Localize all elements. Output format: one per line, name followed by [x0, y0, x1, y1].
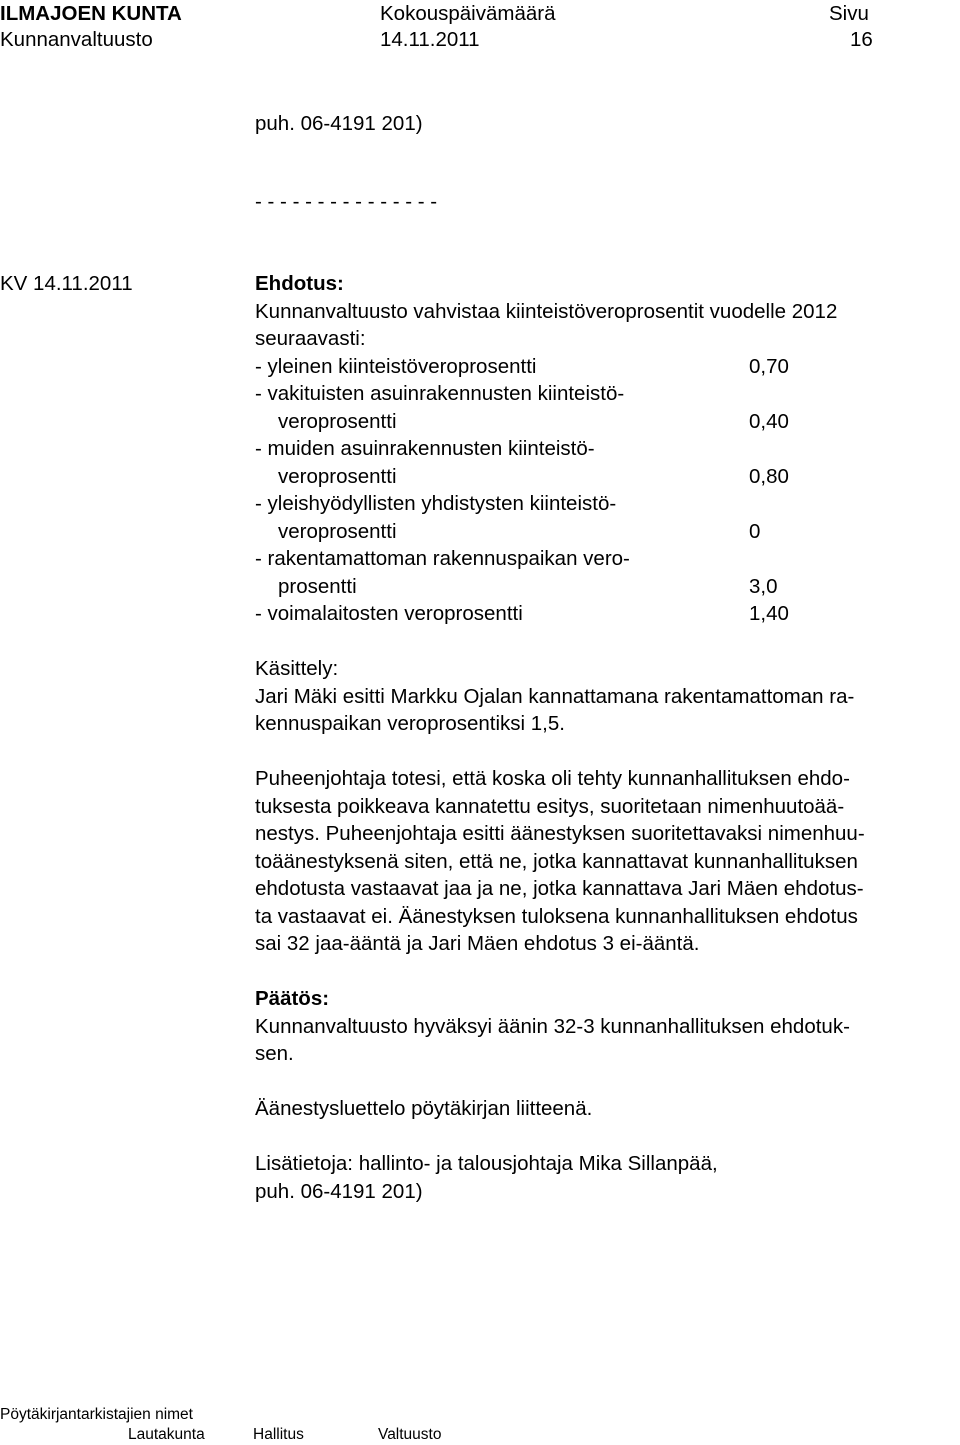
section-reference: KV 14.11.2011	[0, 272, 133, 295]
chair-text: toäänestyksenä siten, että ne, jotka kannattavat kunnanhallituksen	[255, 849, 858, 873]
tax-rate-value: 3,0	[749, 574, 778, 598]
tax-rate-row	[255, 545, 935, 573]
tax-rate-label: - yleinen kiinteistöveroprosentti	[255, 354, 537, 378]
tax-rate-label: veroprosentti	[278, 519, 397, 543]
contact-info: puh. 06-4191 201)	[255, 1179, 423, 1203]
tax-rate-row	[255, 353, 935, 381]
chair-text: ehdotusta vastaavat jaa ja ne, jotka kannattava Jari Mäen ehdotus-	[255, 877, 864, 900]
tax-rate-row	[255, 463, 935, 491]
tax-rate-value: 0,80	[749, 464, 789, 488]
tax-rate-label: prosentti	[278, 574, 357, 598]
decision-text: sen.	[255, 1042, 294, 1065]
page-label: Sivu	[829, 2, 869, 25]
footer-title: Pöytäkirjantarkistajien nimet	[0, 1406, 193, 1423]
proposal-heading: Ehdotus:	[255, 272, 344, 295]
chair-text: Puheenjohtaja totesi, että koska oli tehty kunnanhallituksen ehdo-	[255, 767, 850, 790]
decision-heading: Päätös:	[255, 987, 330, 1010]
tax-rate-value: 0	[749, 519, 761, 543]
handling-text: Jari Mäki esitti Markku Ojalan kannattamana rakentamattoman ra-	[255, 684, 855, 708]
tax-rate-value: 1,40	[749, 602, 789, 625]
proposal-text: seuraavasti:	[255, 327, 366, 350]
decision-text: Kunnanvaltuusto hyväksyi äänin 32-3 kunnanhallituksen ehdotuk-	[255, 1014, 850, 1038]
appendix-note: Äänestysluettelo pöytäkirjan liitteenä.	[255, 1097, 593, 1120]
handling-heading: Käsittely:	[255, 657, 339, 680]
chair-text: nestys. Puheenjohtaja esitti äänestyksen suoritettavaksi nimenhuu-	[255, 822, 865, 845]
org-name: ILMAJOEN KUNTA	[0, 2, 182, 25]
tax-rate-list	[255, 353, 935, 628]
tax-rate-row	[255, 380, 935, 408]
section-separator: - - - - - - - - - - - - - - -	[255, 190, 438, 213]
tax-rate-label: - rakentamattoman rakennuspaikan vero-	[255, 547, 630, 570]
tax-rate-row	[255, 435, 935, 463]
tax-rate-label: - muiden asuinrakennusten kiinteistö-	[255, 437, 595, 460]
meeting-date-label: Kokouspäivämäärä	[380, 2, 556, 25]
chair-text: ta vastaavat ei. Äänestyksen tuloksena kunnanhallituksen ehdotus	[255, 904, 858, 928]
tax-rate-value: 0,70	[749, 354, 789, 378]
tax-rate-row	[255, 490, 935, 518]
tax-rate-row	[255, 600, 935, 628]
chair-text: sai 32 jaa-ääntä ja Jari Mäen ehdotus 3 ei-ääntä.	[255, 932, 700, 955]
tax-rate-row	[255, 408, 935, 436]
tax-rate-label: - voimalaitosten veroprosentti	[255, 602, 523, 625]
tax-rate-label: veroprosentti	[278, 464, 397, 488]
contact-info: Lisätietoja: hallinto- ja talousjohtaja Mika Sillanpää,	[255, 1152, 718, 1175]
body-name: Kunnanvaltuusto	[0, 28, 153, 51]
section-body	[255, 270, 935, 1205]
tax-rate-row	[255, 518, 935, 546]
tax-rate-row	[255, 573, 935, 601]
page-number: 16	[850, 28, 873, 51]
tax-rate-label: - yleishyödyllisten yhdistysten kiinteistö-	[255, 492, 617, 515]
phone-line: puh. 06-4191 201)	[255, 112, 423, 135]
proposal-text: Kunnanvaltuusto vahvistaa kiinteistöveroprosentit vuodelle 2012	[255, 299, 838, 323]
tax-rate-label: - vakituisten asuinrakennusten kiinteistö-	[255, 382, 625, 405]
footer-government: Hallitus	[253, 1426, 304, 1443]
tax-rate-label: veroprosentti	[278, 409, 397, 433]
handling-text: kennuspaikan veroprosentiksi 1,5.	[255, 712, 565, 735]
tax-rate-value: 0,40	[749, 409, 789, 433]
chair-text: tuksesta poikkeava kannatettu esitys, suoritetaan nimenhuutoää-	[255, 794, 845, 818]
meeting-date: 14.11.2011	[380, 28, 480, 51]
footer-board: Lautakunta	[128, 1426, 205, 1443]
footer-council: Valtuusto	[378, 1426, 442, 1443]
